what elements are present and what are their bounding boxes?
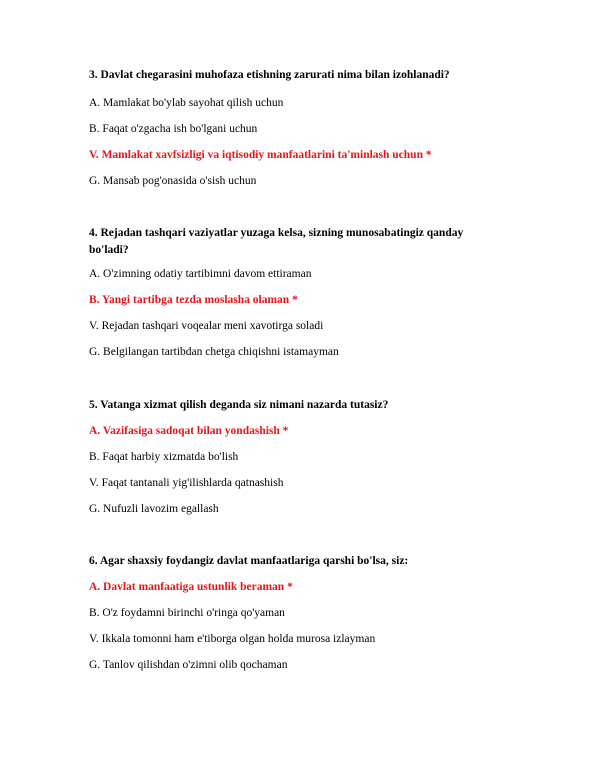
question-4-option-b-correct: B. Yangi tartibga tezda moslasha olaman *: [89, 294, 298, 306]
question-5: 5. Vatanga xizmat qilish deganda siz nimani nazarda tutasiz?: [89, 399, 389, 411]
question-5-option-a-correct: A. Vazifasiga sadoqat bilan yondashish *: [89, 425, 289, 437]
question-3-option-a: A. Mamlakat bo'ylab sayohat qilish uchun: [89, 97, 284, 109]
question-6-option-g: G. Tanlov qilishdan o'zimni olib qochaman: [89, 659, 288, 671]
question-5-option-g: G. Nufuzli lavozim egallash: [89, 503, 219, 515]
question-5-option-b: B. Faqat harbiy xizmatda bo'lish: [89, 451, 239, 463]
question-4-option-g: G. Belgilangan tartibdan chetga chiqishni istamayman: [89, 346, 339, 358]
question-4-option-a: A. O'zimning odatiy tartibimni davom ettiraman: [89, 268, 312, 280]
question-5-option-v: V. Faqat tantanali yig'ilishlarda qatnashish: [89, 477, 284, 489]
question-4-option-v: V. Rejadan tashqari voqealar meni xavotirga soladi: [89, 320, 324, 332]
question-6-option-a-correct: A. Davlat manfaatiga ustunlik beraman *: [89, 581, 293, 593]
question-6-option-b: B. O'z foydamni birinchi o'ringa qo'yaman: [89, 607, 285, 619]
question-6-option-v: V. Ikkala tomonni ham e'tiborga olgan holda murosa izlayman: [89, 633, 376, 645]
question-3: 3. Davlat chegarasini muhofaza etishning zarurati nima bilan izohlanadi?: [89, 69, 450, 81]
question-3-option-v-correct: V. Mamlakat xavfsizligi va iqtisodiy manfaatlarini ta'minlash uchun *: [89, 149, 432, 161]
question-4: 4. Rejadan tashqari vaziyatlar yuzaga kelsa, sizning munosabatingiz qanday bo'ladi?: [89, 227, 464, 256]
question-3-option-b: B. Faqat o'zgacha ish bo'lgani uchun: [89, 123, 258, 135]
question-6: 6. Agar shaxsiy foydangiz davlat manfaatlariga qarshi bo'lsa, siz:: [89, 555, 409, 567]
question-3-option-g: G. Mansab pog'onasida o'sish uchun: [89, 175, 257, 187]
